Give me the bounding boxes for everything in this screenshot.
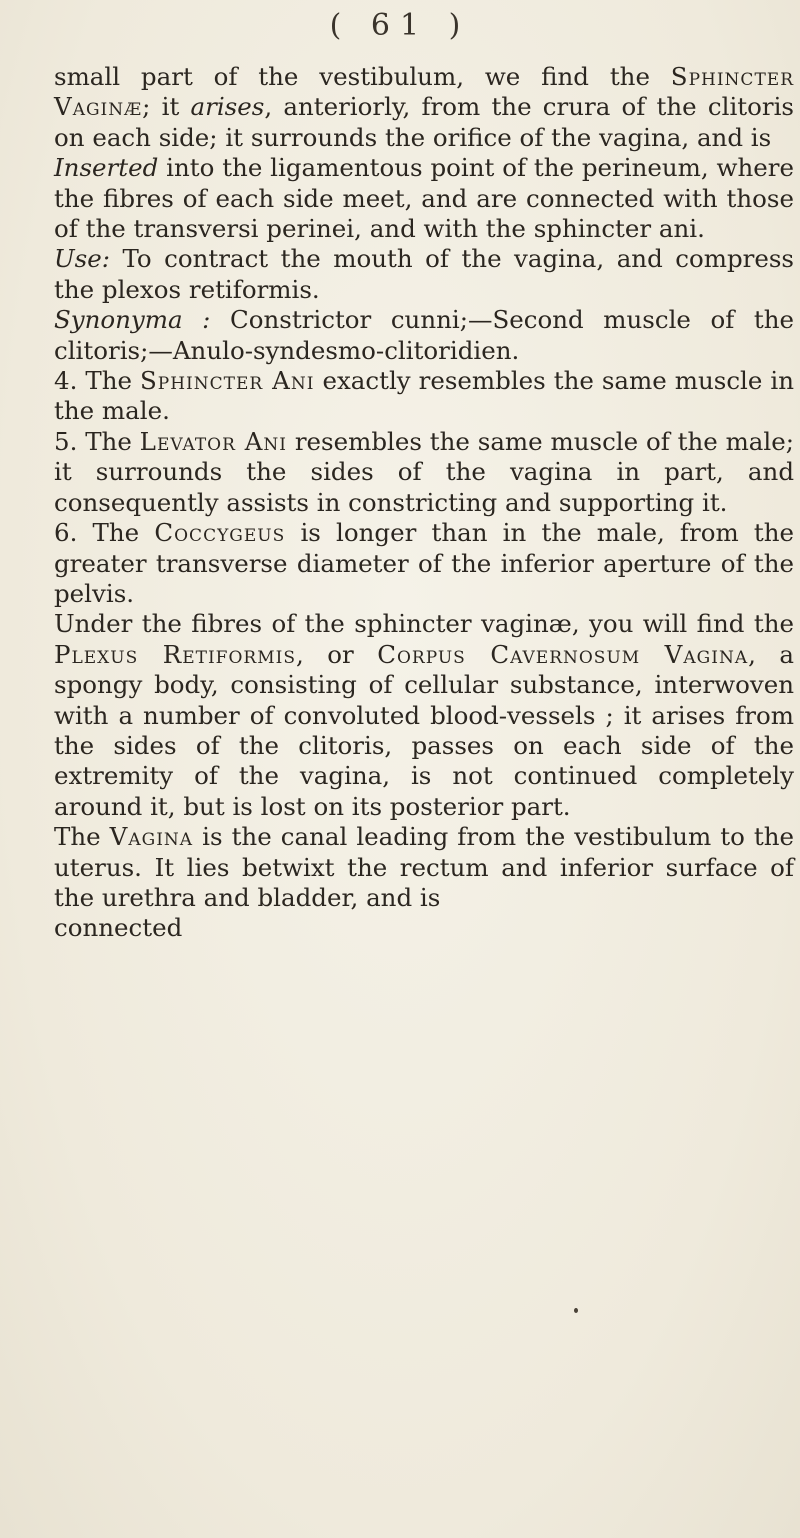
text-run: , anteriorly, from the crura of the clitoris on each side; it surrounds the orifice of the vagina, and is <box>54 92 794 152</box>
text-run: Under the fibres of the sphincter vaginæ, you will find the <box>54 609 794 639</box>
text-run: ; it <box>142 92 191 122</box>
text-run: is longer than in the male, from the greater transverse diameter of the inferior aperture of the pelvis. <box>54 518 794 608</box>
paragraph <box>54 609 794 822</box>
ink-speck <box>574 1308 578 1313</box>
text-run: small part of the vestibulum, we find the <box>54 62 671 91</box>
text-run: 6. The <box>54 518 155 548</box>
term-small-caps: Plexus Retiformis <box>54 639 296 669</box>
text-run: 4. The <box>54 366 140 396</box>
term-small-caps: Sphincter Ani <box>139 366 315 396</box>
text-run: , a spongy body, consisting of cellular substance, interwoven with a number of convoluted blood-vessels ; it arises from the sides of the clitoris, passes on each side of the extremity of the vagina, is not continued completely around it, but is lost on its posterior part. <box>54 639 795 821</box>
term-italic: Inserted <box>54 153 159 183</box>
page-number: ( 61 ) <box>329 8 471 43</box>
term-small-caps: Coccygeus <box>154 518 286 548</box>
text-run: Constrictor cunni;—Second muscle of the clitoris;—Anulo-syndesmo-clitoridien. <box>54 305 794 365</box>
term-small-caps: Vagina <box>109 822 194 852</box>
paragraph <box>54 153 794 244</box>
text-run: , or <box>295 639 378 669</box>
paragraph <box>54 518 794 609</box>
term-small-caps: Sphincter Vaginæ <box>54 62 794 122</box>
paragraph <box>54 427 794 518</box>
text-run: To contract the mouth of the vagina, and compress the plexos retiformis. <box>54 244 794 304</box>
term-small-caps: Corpus Cavernosum Vagina <box>377 639 749 669</box>
text-run: is the canal leading from the vestibulum to the uterus. It lies betwixt the rectum and inferior surface of the urethra and bladder, and is <box>54 822 794 912</box>
catchword: connected <box>54 913 183 943</box>
text-run: resembles the same muscle of the male; it surrounds the sides of the vagina in part, and consequently assists in constricting and supporting it. <box>54 426 794 517</box>
body-text <box>54 62 794 944</box>
term-small-caps: Levator Ani <box>139 426 288 456</box>
text-run: exactly resembles the same muscle in the male. <box>54 366 794 426</box>
paragraph <box>54 305 794 366</box>
paragraph <box>54 62 794 153</box>
text-run: into the ligamentous point of the perineum, where the fibres of each side meet, and are connected with those of the transversi perinei, and with the sphincter ani. <box>54 153 794 244</box>
paragraph <box>54 244 794 305</box>
term-italic: Synonyma : <box>54 305 211 335</box>
paragraph <box>54 822 794 913</box>
term-italic: Use: <box>54 244 110 274</box>
text-run: The <box>54 822 110 852</box>
term-italic: arises <box>190 92 265 122</box>
text-run: 5. The <box>54 426 140 456</box>
paragraph <box>54 366 794 427</box>
